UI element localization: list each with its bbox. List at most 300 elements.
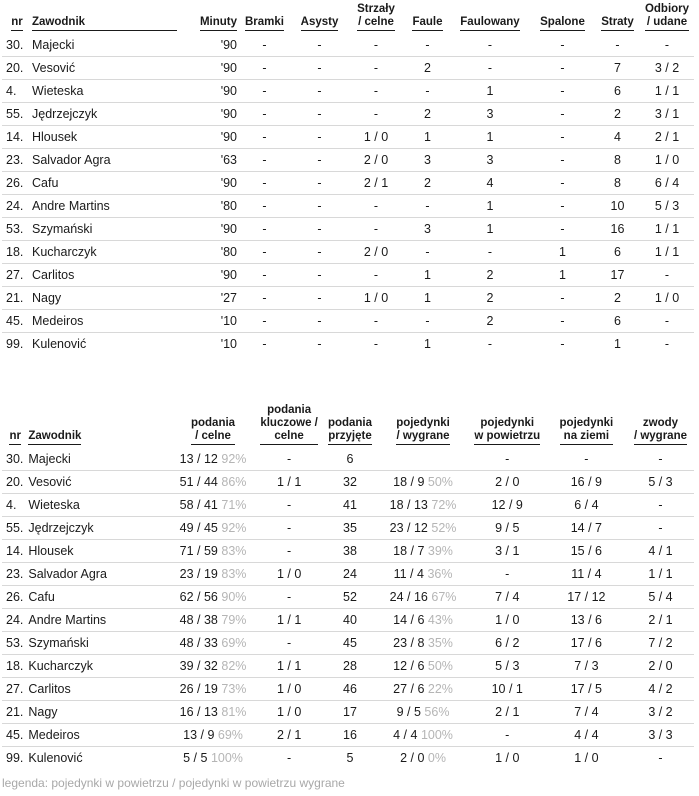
cell-straty: 10 — [595, 195, 640, 218]
cell-bramki: - — [237, 310, 292, 333]
table-row — [2, 747, 694, 770]
table-row — [2, 471, 694, 494]
pojedynki-percent: 22% — [427, 682, 453, 696]
cell-podania — [170, 724, 255, 747]
podania-value: 48 / 38 — [179, 613, 218, 627]
cell-nr: 23. — [2, 149, 32, 172]
cell-zawodnik: Wieteska — [32, 80, 177, 103]
header-podania: podania / celne — [170, 402, 255, 448]
cell-asysty: - — [292, 241, 347, 264]
cell-zwody: 4 / 2 — [627, 678, 694, 701]
cell-minuty: '90 — [177, 126, 237, 149]
cell-pojedynki — [377, 655, 468, 678]
cell-asysty: - — [292, 57, 347, 80]
pojedynki-percent: 52% — [431, 521, 457, 535]
cell-bramki: - — [237, 241, 292, 264]
cell-nr: 20. — [2, 57, 32, 80]
cell-straty: 17 — [595, 264, 640, 287]
cell-zawodnik: Salvador Agra — [32, 149, 177, 172]
cell-podania — [170, 563, 255, 586]
cell-asysty: - — [317, 337, 322, 351]
cell-podania-kluczowe: - — [256, 540, 323, 563]
cell-asysty: - — [292, 264, 347, 287]
cell-faule: 3 — [405, 149, 450, 172]
cell-nr: 55. — [2, 103, 32, 126]
cell-strzaly: - — [373, 337, 379, 351]
cell-pojedynki-ziemia: 7 / 3 — [546, 655, 627, 678]
podania-value: 26 / 19 — [179, 682, 218, 696]
cell-odbiory: 1 / 1 — [640, 241, 694, 264]
cell-faule: 1 — [424, 337, 431, 351]
podania-value: 13 / 12 — [179, 452, 218, 466]
cell-zwody: - — [627, 494, 694, 517]
cell-minuty: '90 — [177, 103, 237, 126]
cell-podania-przyjete: 46 — [323, 678, 378, 701]
cell-podania — [170, 655, 255, 678]
header-asysty: Asysty — [292, 0, 347, 34]
header-zawodnik-2: Zawodnik — [28, 402, 170, 448]
cell-bramki: - — [237, 195, 292, 218]
cell-bramki: - — [237, 80, 292, 103]
cell-podania — [170, 471, 255, 494]
header-odbiory: Odbiory / udane — [640, 0, 694, 34]
cell-faulowany: - — [487, 337, 493, 351]
cell-pojedynki — [377, 448, 468, 471]
podania-percent: 92% — [221, 452, 247, 466]
cell-zawodnik: Kucharczyk — [28, 655, 170, 678]
podania-value: 48 / 33 — [179, 636, 218, 650]
pojedynki-value: 4 / 4 — [393, 728, 418, 742]
cell-pojedynki-ziemia: 11 / 4 — [546, 563, 627, 586]
cell-faulowany: 1 — [450, 80, 530, 103]
cell-zawodnik: Szymański — [32, 218, 177, 241]
cell-straty: 2 — [595, 287, 640, 310]
cell-asysty: - — [292, 80, 347, 103]
cell-podania-kluczowe: - — [256, 494, 323, 517]
cell-spalone: - — [530, 103, 595, 126]
cell-nr: 24. — [2, 609, 28, 632]
podania-value: 13 / 9 — [183, 728, 215, 742]
pojedynki-percent: 56% — [424, 705, 450, 719]
cell-nr: 27. — [2, 678, 28, 701]
cell-straty: 7 — [595, 57, 640, 80]
cell-bramki: - — [262, 337, 267, 351]
cell-pojedynki-powietrze: 1 / 0 — [469, 609, 546, 632]
cell-nr: 14. — [2, 540, 28, 563]
pojedynki-value: 18 / 7 — [393, 544, 425, 558]
cell-minuty: '90 — [177, 172, 237, 195]
header-straty: Straty — [595, 0, 640, 34]
header-pojedynki-ziemia: pojedynki na ziemi — [546, 402, 627, 448]
cell-zwody: - — [627, 517, 694, 540]
cell-faulowany: 4 — [450, 172, 530, 195]
cell-odbiory: 5 / 3 — [640, 195, 694, 218]
cell-pojedynki-powietrze: 12 / 9 — [469, 494, 546, 517]
cell-odbiory: 3 / 2 — [640, 57, 694, 80]
cell-zawodnik: Jędrzejczyk — [32, 103, 177, 126]
cell-straty: 16 — [595, 218, 640, 241]
cell-spalone: - — [530, 218, 595, 241]
cell-pojedynki-powietrze: 7 / 4 — [469, 586, 546, 609]
cell-faule: 1 — [405, 287, 450, 310]
cell-podania-kluczowe: - — [256, 632, 323, 655]
cell-pojedynki — [377, 517, 468, 540]
cell-faulowany: 2 — [450, 264, 530, 287]
cell-zwody: - — [658, 751, 663, 765]
cell-pojedynki-ziemia: 1 / 0 — [574, 751, 599, 765]
cell-podania-przyjete: 38 — [323, 540, 378, 563]
cell-faulowany: - — [450, 57, 530, 80]
cell-nr: 24. — [2, 195, 32, 218]
cell-nr: 53. — [2, 632, 28, 655]
cell-faulowany: - — [450, 34, 530, 57]
cell-bramki: - — [237, 57, 292, 80]
pojedynki-value: 18 / 13 — [389, 498, 428, 512]
cell-pojedynki-ziemia: 4 / 4 — [546, 724, 627, 747]
header-nr: nr — [2, 0, 32, 34]
cell-zawodnik: Nagy — [28, 701, 170, 724]
cell-nr: 14. — [2, 126, 32, 149]
cell-straty: 6 — [595, 80, 640, 103]
cell-zawodnik: Wieteska — [28, 494, 170, 517]
cell-zawodnik: Majecki — [28, 448, 170, 471]
pojedynki-percent: 43% — [427, 613, 453, 627]
podania-percent: 86% — [221, 475, 247, 489]
cell-pojedynki-ziemia: 17 / 5 — [546, 678, 627, 701]
cell-spalone: 1 — [530, 264, 595, 287]
cell-podania-przyjete: 45 — [323, 632, 378, 655]
cell-spalone: - — [530, 195, 595, 218]
cell-pojedynki-powietrze: 9 / 5 — [469, 517, 546, 540]
cell-faule: 1 — [405, 126, 450, 149]
cell-spalone: - — [530, 34, 595, 57]
pojedynki-value: 2 / 0 — [400, 751, 425, 765]
cell-zawodnik: Hlousek — [28, 540, 170, 563]
cell-nr: 4. — [2, 80, 32, 103]
cell-asysty: - — [292, 195, 347, 218]
cell-faule: - — [405, 195, 450, 218]
cell-faulowany: 2 — [450, 287, 530, 310]
player-stats-table — [2, 0, 694, 355]
podania-percent: 73% — [221, 682, 247, 696]
cell-podania-kluczowe: 1 / 0 — [256, 678, 323, 701]
cell-zwody: 1 / 1 — [627, 563, 694, 586]
cell-spalone: - — [530, 57, 595, 80]
cell-bramki: - — [237, 264, 292, 287]
header-spalone: Spalone — [530, 0, 595, 34]
cell-spalone: - — [530, 149, 595, 172]
cell-faule: 1 — [405, 264, 450, 287]
table-row — [2, 264, 694, 287]
pojedynki-value: 12 / 6 — [393, 659, 425, 673]
cell-zawodnik: Hlousek — [32, 126, 177, 149]
table-row — [2, 103, 694, 126]
cell-zawodnik: Carlitos — [32, 264, 177, 287]
table-row — [2, 701, 694, 724]
cell-podania — [170, 494, 255, 517]
table-row — [2, 632, 694, 655]
cell-pojedynki — [377, 471, 468, 494]
cell-bramki: - — [237, 34, 292, 57]
cell-nr: 21. — [2, 287, 32, 310]
cell-odbiory: - — [640, 264, 694, 287]
cell-zawodnik: Jędrzejczyk — [28, 517, 170, 540]
cell-minuty: '10 — [220, 337, 237, 351]
pojedynki-percent: 100% — [420, 728, 453, 742]
podania-value: 23 / 19 — [179, 567, 218, 581]
cell-zawodnik: Medeiros — [28, 724, 170, 747]
cell-straty: 2 — [595, 103, 640, 126]
cell-pojedynki-ziemia: 6 / 4 — [546, 494, 627, 517]
podania-percent: 69% — [217, 728, 243, 742]
cell-asysty: - — [292, 34, 347, 57]
cell-pojedynki-powietrze: 10 / 1 — [469, 678, 546, 701]
podania-value: 58 / 41 — [179, 498, 218, 512]
podania-percent: 83% — [221, 544, 247, 558]
cell-strzaly: - — [347, 57, 405, 80]
cell-nr: 99. — [6, 337, 24, 351]
cell-podania-przyjete: 28 — [323, 655, 378, 678]
cell-faulowany: 1 — [450, 195, 530, 218]
header-podania-kluczowe: podania kluczowe / celne — [256, 402, 323, 448]
podania-value: 71 / 59 — [179, 544, 218, 558]
cell-zawodnik: Vesović — [32, 57, 177, 80]
cell-faulowany: 3 — [450, 149, 530, 172]
cell-podania-kluczowe: - — [287, 751, 292, 765]
cell-nr: 18. — [2, 655, 28, 678]
cell-faulowany: 1 — [450, 218, 530, 241]
cell-asysty: - — [292, 287, 347, 310]
cell-strzaly: 1 / 0 — [347, 287, 405, 310]
cell-nr: 99. — [6, 751, 24, 765]
cell-zawodnik: Kulenović — [32, 337, 87, 351]
cell-nr: 45. — [2, 310, 32, 333]
cell-odbiory: 1 / 1 — [640, 218, 694, 241]
cell-spalone: - — [530, 172, 595, 195]
table-row — [2, 241, 694, 264]
pojedynki-value: 23 / 12 — [389, 521, 428, 535]
cell-nr: 30. — [2, 448, 28, 471]
table-row — [2, 586, 694, 609]
table-row — [2, 195, 694, 218]
cell-odbiory: 1 / 1 — [640, 80, 694, 103]
table-row — [2, 126, 694, 149]
pojedynki-percent: 50% — [427, 659, 453, 673]
cell-pojedynki-powietrze: 3 / 1 — [469, 540, 546, 563]
cell-spalone: - — [530, 287, 595, 310]
cell-podania-kluczowe: 1 / 0 — [256, 701, 323, 724]
cell-straty: 8 — [595, 172, 640, 195]
cell-faule: 2 — [405, 57, 450, 80]
cell-nr: 21. — [2, 701, 28, 724]
cell-spalone: - — [560, 337, 565, 351]
cell-bramki: - — [237, 103, 292, 126]
table-row — [2, 218, 694, 241]
cell-pojedynki-ziemia: 14 / 7 — [546, 517, 627, 540]
cell-zawodnik: Cafu — [28, 586, 170, 609]
cell-zwody: 7 / 2 — [627, 632, 694, 655]
table-row — [2, 609, 694, 632]
cell-podania-przyjete: 52 — [323, 586, 378, 609]
cell-asysty: - — [292, 310, 347, 333]
table-row — [2, 172, 694, 195]
cell-minuty: '27 — [177, 287, 237, 310]
cell-minuty: '90 — [177, 80, 237, 103]
cell-faule: - — [405, 241, 450, 264]
cell-nr: 26. — [2, 586, 28, 609]
cell-strzaly: - — [347, 34, 405, 57]
cell-zwody: 4 / 1 — [627, 540, 694, 563]
podania-value: 62 / 56 — [179, 590, 218, 604]
cell-faulowany: 1 — [450, 126, 530, 149]
cell-strzaly: - — [347, 218, 405, 241]
cell-podania — [170, 747, 255, 770]
header-faule: Faule — [405, 0, 450, 34]
pojedynki-value: 18 / 9 — [393, 475, 425, 489]
cell-straty: 1 — [614, 337, 621, 351]
pojedynki-value: 11 / 4 — [393, 567, 424, 581]
cell-pojedynki-powietrze: - — [469, 563, 546, 586]
cell-zwody: 3 / 3 — [627, 724, 694, 747]
cell-nr: 26. — [2, 172, 32, 195]
cell-strzaly: - — [347, 264, 405, 287]
podania-percent: 71% — [221, 498, 247, 512]
cell-spalone: - — [530, 80, 595, 103]
podania-percent: 100% — [210, 751, 243, 765]
cell-odbiory: 3 / 1 — [640, 103, 694, 126]
cell-pojedynki-ziemia: - — [546, 448, 627, 471]
cell-pojedynki — [377, 632, 468, 655]
pojedynki-percent: 35% — [427, 636, 453, 650]
cell-zwody: 3 / 2 — [627, 701, 694, 724]
cell-strzaly: - — [347, 80, 405, 103]
pojedynki-percent: 39% — [427, 544, 453, 558]
cell-strzaly: 2 / 0 — [347, 149, 405, 172]
cell-pojedynki — [377, 540, 468, 563]
cell-zawodnik: Salvador Agra — [28, 563, 170, 586]
cell-minuty: '10 — [177, 310, 237, 333]
cell-pojedynki — [377, 701, 468, 724]
cell-podania-przyjete: 6 — [323, 448, 378, 471]
cell-podania-przyjete: 41 — [323, 494, 378, 517]
header-nr-2: nr — [2, 402, 28, 448]
cell-zwody: 5 / 3 — [627, 471, 694, 494]
cell-minuty: '80 — [177, 241, 237, 264]
cell-strzaly: - — [347, 195, 405, 218]
cell-straty: 8 — [595, 149, 640, 172]
cell-podania-kluczowe: - — [256, 586, 323, 609]
cell-nr: 53. — [2, 218, 32, 241]
table-row — [2, 724, 694, 747]
header-strzaly: Strzały / celne — [347, 0, 405, 34]
player-passing-duels-table — [2, 402, 694, 769]
cell-zawodnik: Cafu — [32, 172, 177, 195]
cell-zawodnik: Andre Martins — [32, 195, 177, 218]
cell-asysty: - — [292, 103, 347, 126]
cell-podania-przyjete: 17 — [323, 701, 378, 724]
cell-nr: 27. — [2, 264, 32, 287]
cell-bramki: - — [237, 287, 292, 310]
cell-pojedynki — [377, 494, 468, 517]
cell-nr: 20. — [2, 471, 28, 494]
cell-nr: 18. — [2, 241, 32, 264]
podania-percent: 90% — [221, 590, 247, 604]
cell-zwody: 5 / 4 — [627, 586, 694, 609]
cell-pojedynki-ziemia: 13 / 6 — [546, 609, 627, 632]
pojedynki-value: 24 / 16 — [389, 590, 428, 604]
cell-pojedynki-ziemia: 7 / 4 — [546, 701, 627, 724]
cell-strzaly: 1 / 0 — [347, 126, 405, 149]
pojedynki-value: 27 / 6 — [393, 682, 425, 696]
cell-podania — [170, 448, 255, 471]
cell-podania-kluczowe: 1 / 1 — [256, 471, 323, 494]
cell-podania-przyjete: 40 — [323, 609, 378, 632]
pojedynki-percent: 67% — [431, 590, 457, 604]
table-row — [2, 517, 694, 540]
cell-zawodnik: Vesović — [28, 471, 170, 494]
cell-spalone: - — [530, 310, 595, 333]
cell-pojedynki-ziemia: 15 / 6 — [546, 540, 627, 563]
cell-straty: - — [595, 34, 640, 57]
cell-podania — [170, 678, 255, 701]
cell-podania — [170, 540, 255, 563]
cell-bramki: - — [237, 218, 292, 241]
cell-faule: - — [405, 34, 450, 57]
cell-strzaly: 2 / 1 — [347, 172, 405, 195]
cell-pojedynki-ziemia: 17 / 6 — [546, 632, 627, 655]
cell-zwody: 2 / 1 — [627, 609, 694, 632]
pojedynki-value: 23 / 8 — [393, 636, 425, 650]
cell-odbiory: 6 / 4 — [640, 172, 694, 195]
cell-podania-przyjete: 5 — [346, 751, 354, 765]
podania-value: 51 / 44 — [179, 475, 218, 489]
legend-text: legenda: pojedynki w powietrzu / pojedynki w powietrzu wygrane — [2, 776, 345, 790]
cell-straty: 6 — [595, 310, 640, 333]
header-zwody: zwody / wygrane — [627, 402, 694, 448]
pojedynki-value: 9 / 5 — [396, 705, 421, 719]
table-row — [2, 57, 694, 80]
cell-faulowany: 3 — [450, 103, 530, 126]
cell-odbiory: 1 / 0 — [640, 149, 694, 172]
cell-zawodnik: Szymański — [28, 632, 170, 655]
cell-odbiory: 1 / 0 — [640, 287, 694, 310]
cell-minuty: '63 — [177, 149, 237, 172]
cell-pojedynki — [377, 747, 468, 770]
header-podania-przyjete: podania przyjęte — [323, 402, 378, 448]
cell-zawodnik: Medeiros — [32, 310, 177, 333]
cell-podania — [170, 517, 255, 540]
table-row — [2, 540, 694, 563]
cell-pojedynki — [377, 724, 468, 747]
cell-minuty: '90 — [177, 34, 237, 57]
header-minuty: Minuty — [177, 0, 237, 34]
cell-minuty: '80 — [177, 195, 237, 218]
pojedynki-value: 14 / 6 — [393, 613, 425, 627]
cell-pojedynki-powietrze: 5 / 3 — [469, 655, 546, 678]
cell-podania — [170, 701, 255, 724]
pojedynki-percent: 50% — [427, 475, 453, 489]
podania-value: 49 / 45 — [179, 521, 218, 535]
cell-zawodnik: Nagy — [32, 287, 177, 310]
table-row — [2, 678, 694, 701]
podania-value: 39 / 32 — [179, 659, 218, 673]
cell-faule: 2 — [405, 103, 450, 126]
cell-podania — [170, 632, 255, 655]
pojedynki-percent: 0% — [427, 751, 446, 765]
cell-podania-kluczowe: - — [256, 517, 323, 540]
podania-percent: 92% — [221, 521, 247, 535]
cell-straty: 4 — [595, 126, 640, 149]
